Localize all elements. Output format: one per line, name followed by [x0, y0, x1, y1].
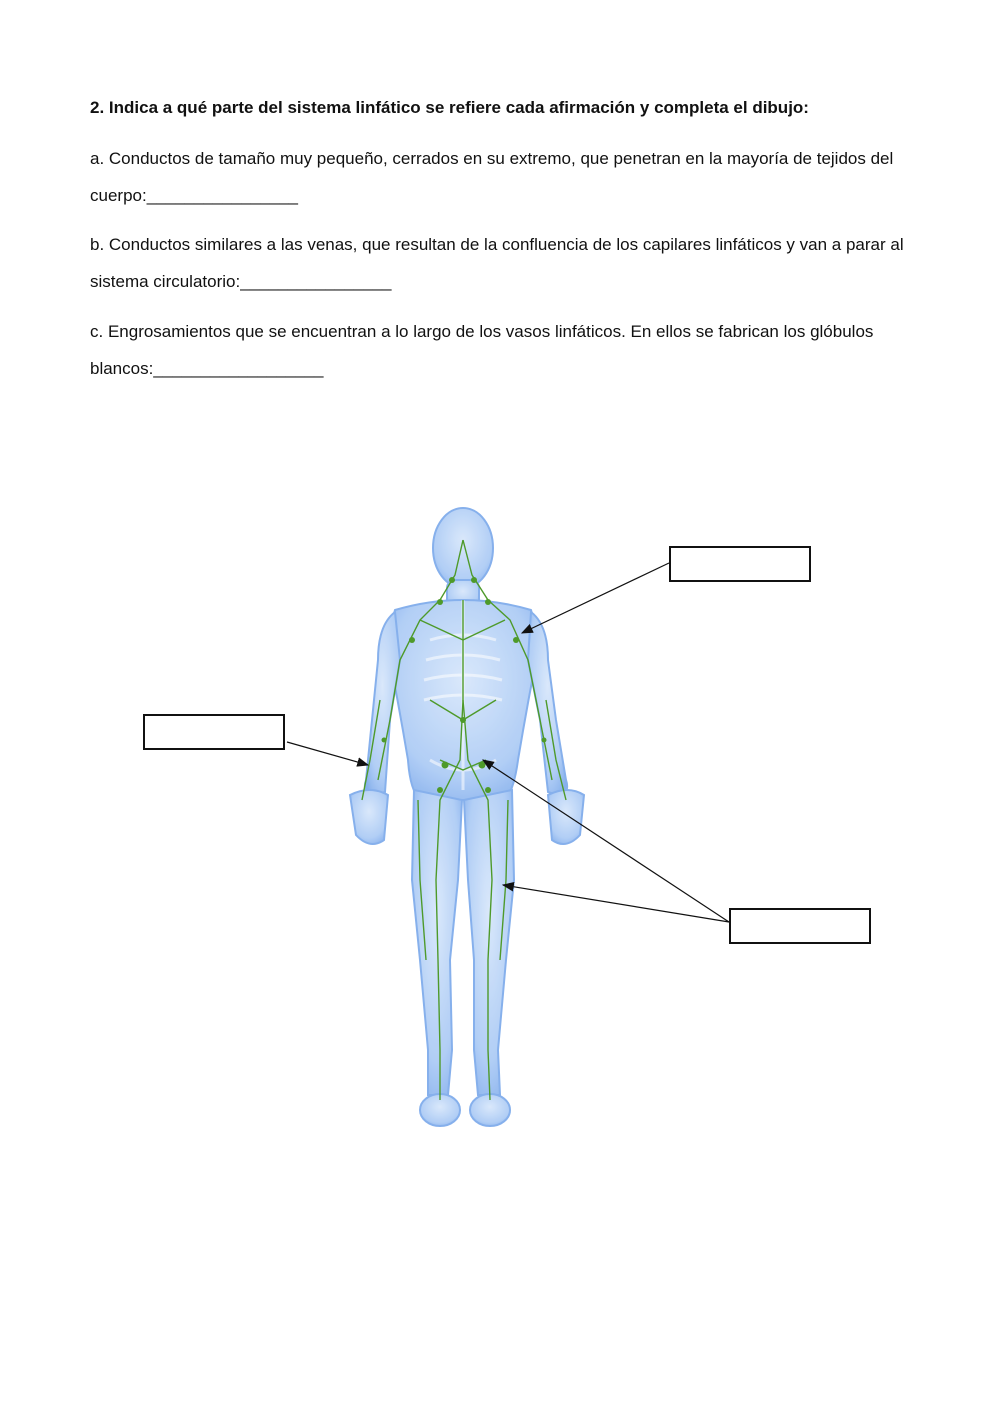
label-box-arm[interactable]: [143, 714, 285, 750]
statement-c: c. Engrosamientos que se encuentran a lo largo de los vasos linfáticos. En ellos se fabrican los glóbulos blancos:__________________: [90, 322, 874, 378]
arrow-to-thigh: [503, 885, 729, 922]
lymphatic-system-figure: [0, 480, 1000, 1160]
arrow-to-shoulder: [522, 563, 669, 633]
label-box-shoulder[interactable]: [669, 546, 811, 582]
statement-a: a. Conductos de tamaño muy pequeño, cerrados en su extremo, que penetran en la mayoría de tejidos del cuerpo:________________: [90, 149, 894, 205]
arrow-to-abdomen: [483, 760, 729, 922]
question-title: 2. Indica a qué parte del sistema linfático se refiere cada afirmación y completa el dibujo:: [90, 98, 809, 117]
label-box-abdomen-leg[interactable]: [729, 908, 871, 944]
statement-b: b. Conductos similares a las venas, que resultan de la confluencia de los capilares linfáticos y van a parar al sistema circulatorio:________________: [90, 235, 904, 291]
arrow-to-arm: [287, 742, 368, 765]
human-body-silhouette: [350, 508, 584, 1126]
